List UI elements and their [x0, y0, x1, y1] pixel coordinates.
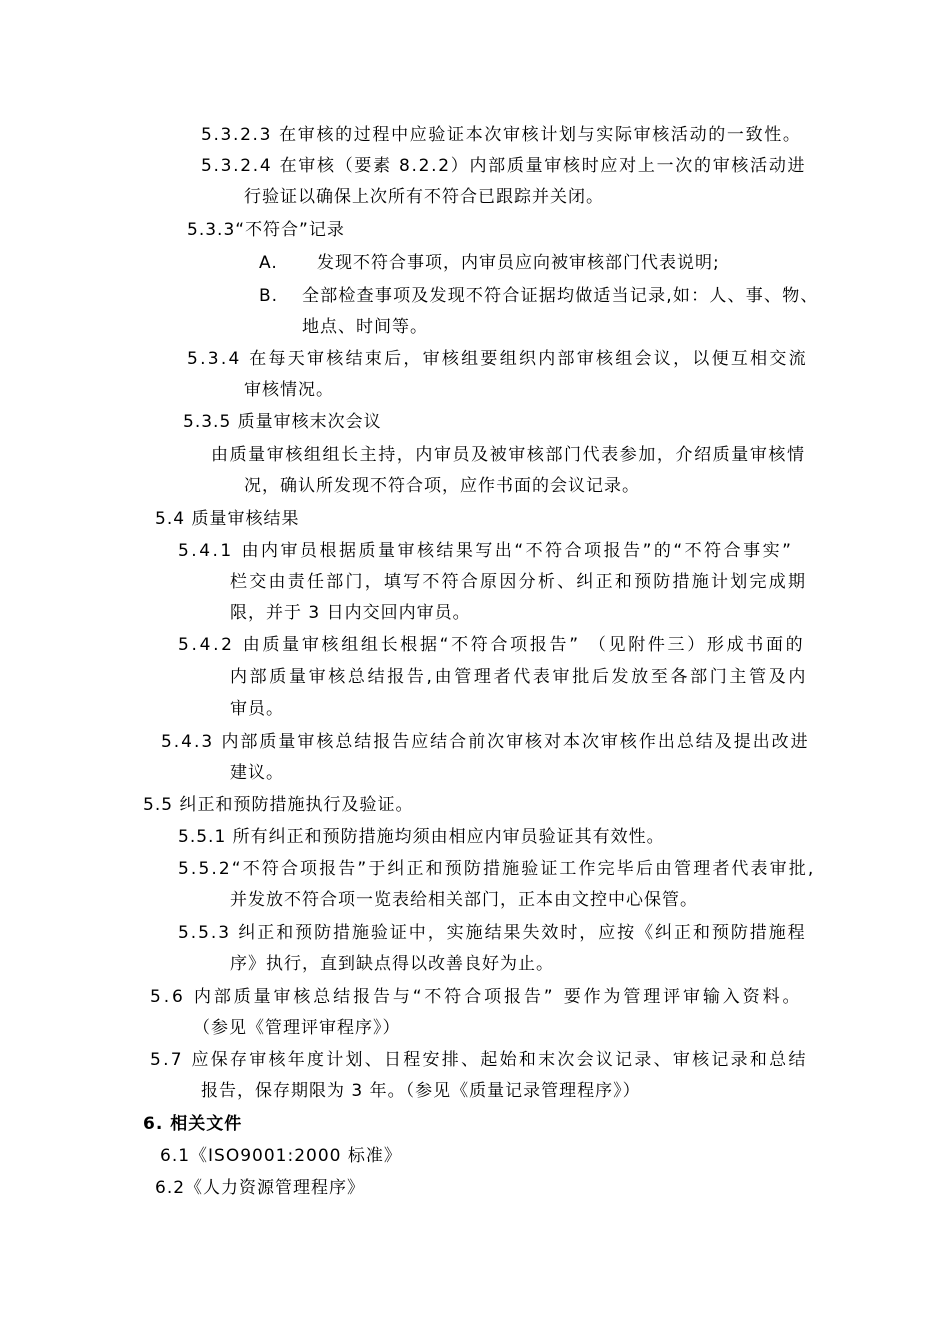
clause-5-4-2-cont2: 审员。: [230, 699, 284, 719]
clause-5-3-4-cont: 审核情况。: [244, 380, 334, 400]
section-5-6-cont: （参见《管理评审程序》）: [193, 1018, 401, 1038]
section-5-6: 5.6 内部质量审核总结报告与“不符合项报告” 要作为管理评审输入资料。: [150, 987, 803, 1007]
clause-5-3-4: 5.3.4 在每天审核结束后，审核组要组织内部审核组会议，以便互相交流: [187, 349, 808, 369]
reference-6-1: 6.1《ISO9001:2000 标准》: [160, 1146, 402, 1166]
clause-5-3-5-text: 由质量审核组组长主持，内审员及被审核部门代表参加，介绍质量审核情: [211, 445, 806, 465]
clause-5-4-3-cont: 建议。: [230, 763, 284, 783]
item-b-marker: B.: [259, 286, 279, 306]
section-5-7-cont: 报告，保存期限为 3 年。（参见《质量记录管理程序》）: [201, 1081, 641, 1101]
reference-6-2: 6.2《人力资源管理程序》: [155, 1178, 366, 1198]
clause-5-4-1: 5.4.1 由内审员根据质量审核结果写出“不符合项报告”的“不符合事实”: [178, 541, 794, 561]
section-5-4-heading: 5.4 质量审核结果: [155, 509, 300, 529]
clause-5-3-3-heading: 5.3.3“不符合”记录: [187, 220, 345, 240]
section-5-5-heading: 5.5 纠正和预防措施执行及验证。: [143, 795, 414, 815]
clause-5-3-5-heading: 5.3.5 质量审核末次会议: [183, 412, 382, 432]
clause-5-5-3: 5.5.3 纠正和预防措施验证中，实施结果失效时，应按《纠正和预防措施程: [178, 923, 807, 943]
clause-5-4-1-cont2: 限，并于 3 日内交回内审员。: [230, 603, 471, 623]
clause-5-5-2: 5.5.2“不符合项报告”于纠正和预防措施验证工作完毕后由管理者代表审批,: [178, 859, 816, 879]
item-b-text-cont: 地点、时间等。: [302, 317, 428, 337]
clause-5-3-2-4: 5.3.2.4 在审核（要素 8.2.2）内部质量审核时应对上一次的审核活动进: [201, 156, 807, 176]
section-5-7: 5.7 应保存审核年度计划、日程安排、起始和末次会议记录、审核记录和总结: [150, 1050, 808, 1070]
section-6-heading: 6. 相关文件: [143, 1114, 243, 1134]
item-b-text: 全部检查事项及发现不符合证据均做适当记录,如：人、事、物、: [302, 286, 819, 306]
clause-5-4-1-cont: 栏交由责任部门，填写不符合原因分析、纠正和预防措施计划完成期: [230, 572, 808, 592]
item-a-marker: A.: [259, 253, 278, 273]
clause-5-5-1: 5.5.1 所有纠正和预防措施均须由相应内审员验证其有效性。: [178, 827, 665, 847]
clause-5-4-2: 5.4.2 由质量审核组组长根据“不符合项报告” （见附件三）形成书面的: [178, 635, 806, 655]
clause-5-5-3-cont: 序》执行，直到缺点得以改善良好为止。: [230, 954, 554, 974]
clause-5-4-2-cont: 内部质量审核总结报告,由管理者代表审批后发放至各部门主管及内: [230, 667, 809, 687]
clause-5-3-2-4-cont: 行验证以确保上次所有不符合已跟踪并关闭。: [244, 187, 604, 207]
clause-5-4-3: 5.4.3 内部质量审核总结报告应结合前次审核对本次审核作出总结及提出改进: [161, 732, 810, 752]
item-a-text: 发现不符合事项，内审员应向被审核部门代表说明;: [317, 253, 720, 273]
clause-5-3-2-3: 5.3.2.3 在审核的过程中应验证本次审核计划与实际审核活动的一致性。: [201, 125, 802, 145]
clause-5-5-2-cont: 并发放不符合项一览表给相关部门，正本由文控中心保管。: [230, 890, 698, 910]
clause-5-3-5-text-cont: 况，确认所发现不符合项，应作书面的会议记录。: [244, 476, 640, 496]
